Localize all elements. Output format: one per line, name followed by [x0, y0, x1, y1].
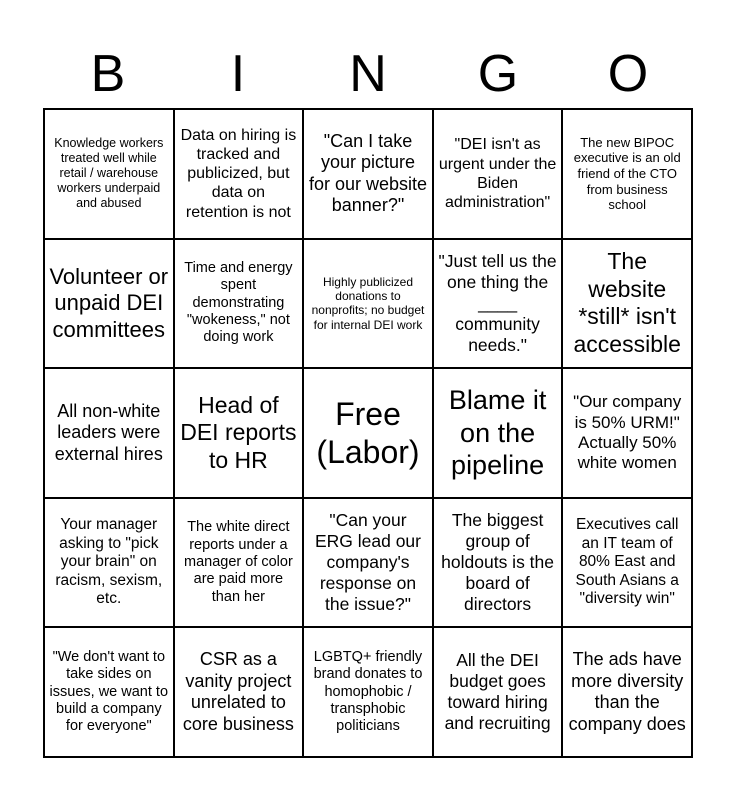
bingo-header: [43, 40, 693, 108]
bingo-cell[interactable]: [174, 368, 304, 498]
bingo-cell[interactable]: [44, 627, 174, 757]
bingo-cell[interactable]: [44, 109, 174, 239]
cell-text: "Can your ERG lead our company's response on the issue?": [314, 510, 421, 615]
header-letter-i: I: [230, 45, 246, 103]
bingo-cell[interactable]: [562, 109, 692, 239]
header-letter-n: N: [349, 45, 387, 103]
cell-text: Your manager asking to "pick your brain" on racism, sexism, etc.: [55, 516, 163, 608]
cell-text: "Can I take your picture for our website banner?": [308, 130, 428, 216]
bingo-cell[interactable]: [433, 109, 563, 239]
cell-text: The biggest group of holdouts is the board of directors: [441, 510, 555, 615]
bingo-cell[interactable]: [174, 239, 304, 369]
cell-text: Knowledge workers treated well while retail / warehouse workers underpaid and abused: [54, 136, 164, 211]
cell-text: Time and energy spent demonstrating "wokeness," not doing work: [184, 259, 293, 346]
bingo-cell[interactable]: [303, 498, 433, 628]
free-space-cell[interactable]: [303, 368, 433, 498]
bingo-cell[interactable]: [44, 368, 174, 498]
bingo-cell[interactable]: [303, 239, 433, 369]
cell-text: "DEI isn't as urgent under the Biden administration": [438, 136, 557, 211]
bingo-cell[interactable]: [44, 239, 174, 369]
cell-text: All the DEI budget goes toward hiring and recruiting: [444, 650, 551, 734]
cell-text: "Just tell us the one thing the ____ community needs.": [438, 250, 557, 355]
cell-text: The ads have more diversity than the company does: [568, 649, 686, 734]
cell-text: Executives call an IT team of 80% East and South Asians a "diversity win": [575, 516, 679, 608]
cell-text: Blame it on the pipeline: [448, 385, 547, 481]
bingo-cell[interactable]: [562, 498, 692, 628]
bingo-grid: [43, 108, 693, 758]
bingo-cell[interactable]: [433, 627, 563, 757]
header-letter-b: B: [90, 45, 126, 103]
bingo-cell[interactable]: [562, 627, 692, 757]
bingo-cell[interactable]: [174, 109, 304, 239]
cell-text: LGBTQ+ friendly brand donates to homophobic / transphobic politicians: [313, 648, 423, 735]
cell-text: The white direct reports under a manager of color are paid more than her: [183, 519, 293, 605]
cell-text: "Our company is 50% URM!" Actually 50% white women: [573, 392, 682, 473]
bingo-cell[interactable]: [174, 627, 304, 757]
header-letter-g: G: [477, 45, 519, 103]
cell-text: The new BIPOC executive is an old friend of the CTO from business school: [573, 134, 681, 213]
header-letter-o: O: [607, 45, 649, 103]
bingo-cell[interactable]: [44, 498, 174, 628]
cell-text: Free (Labor): [316, 395, 420, 470]
bingo-cell[interactable]: [433, 498, 563, 628]
bingo-cell[interactable]: [174, 498, 304, 628]
bingo-cell[interactable]: [303, 627, 433, 757]
bingo-cell[interactable]: [433, 368, 563, 498]
cell-text: CSR as a vanity project unrelated to core business: [182, 649, 294, 734]
cell-text: Data on hiring is tracked and publicized, but data on retention is not: [180, 126, 297, 221]
cell-text: All non-white leaders were external hires: [54, 400, 163, 464]
bingo-cell[interactable]: [562, 239, 692, 369]
bingo-cell[interactable]: [433, 239, 563, 369]
cell-text: Highly publicized donations to nonprofits; no budget for internal DEI work: [311, 274, 425, 332]
cell-text: Head of DEI reports to HR: [180, 391, 297, 473]
cell-text: The website *still* isn't accessible: [573, 248, 681, 357]
bingo-cell[interactable]: [303, 109, 433, 239]
cell-text: Volunteer or unpaid DEI committees: [49, 263, 169, 342]
bingo-cell[interactable]: [562, 368, 692, 498]
cell-text: "We don't want to take sides on issues, we want to build a company for everyone": [49, 648, 169, 735]
